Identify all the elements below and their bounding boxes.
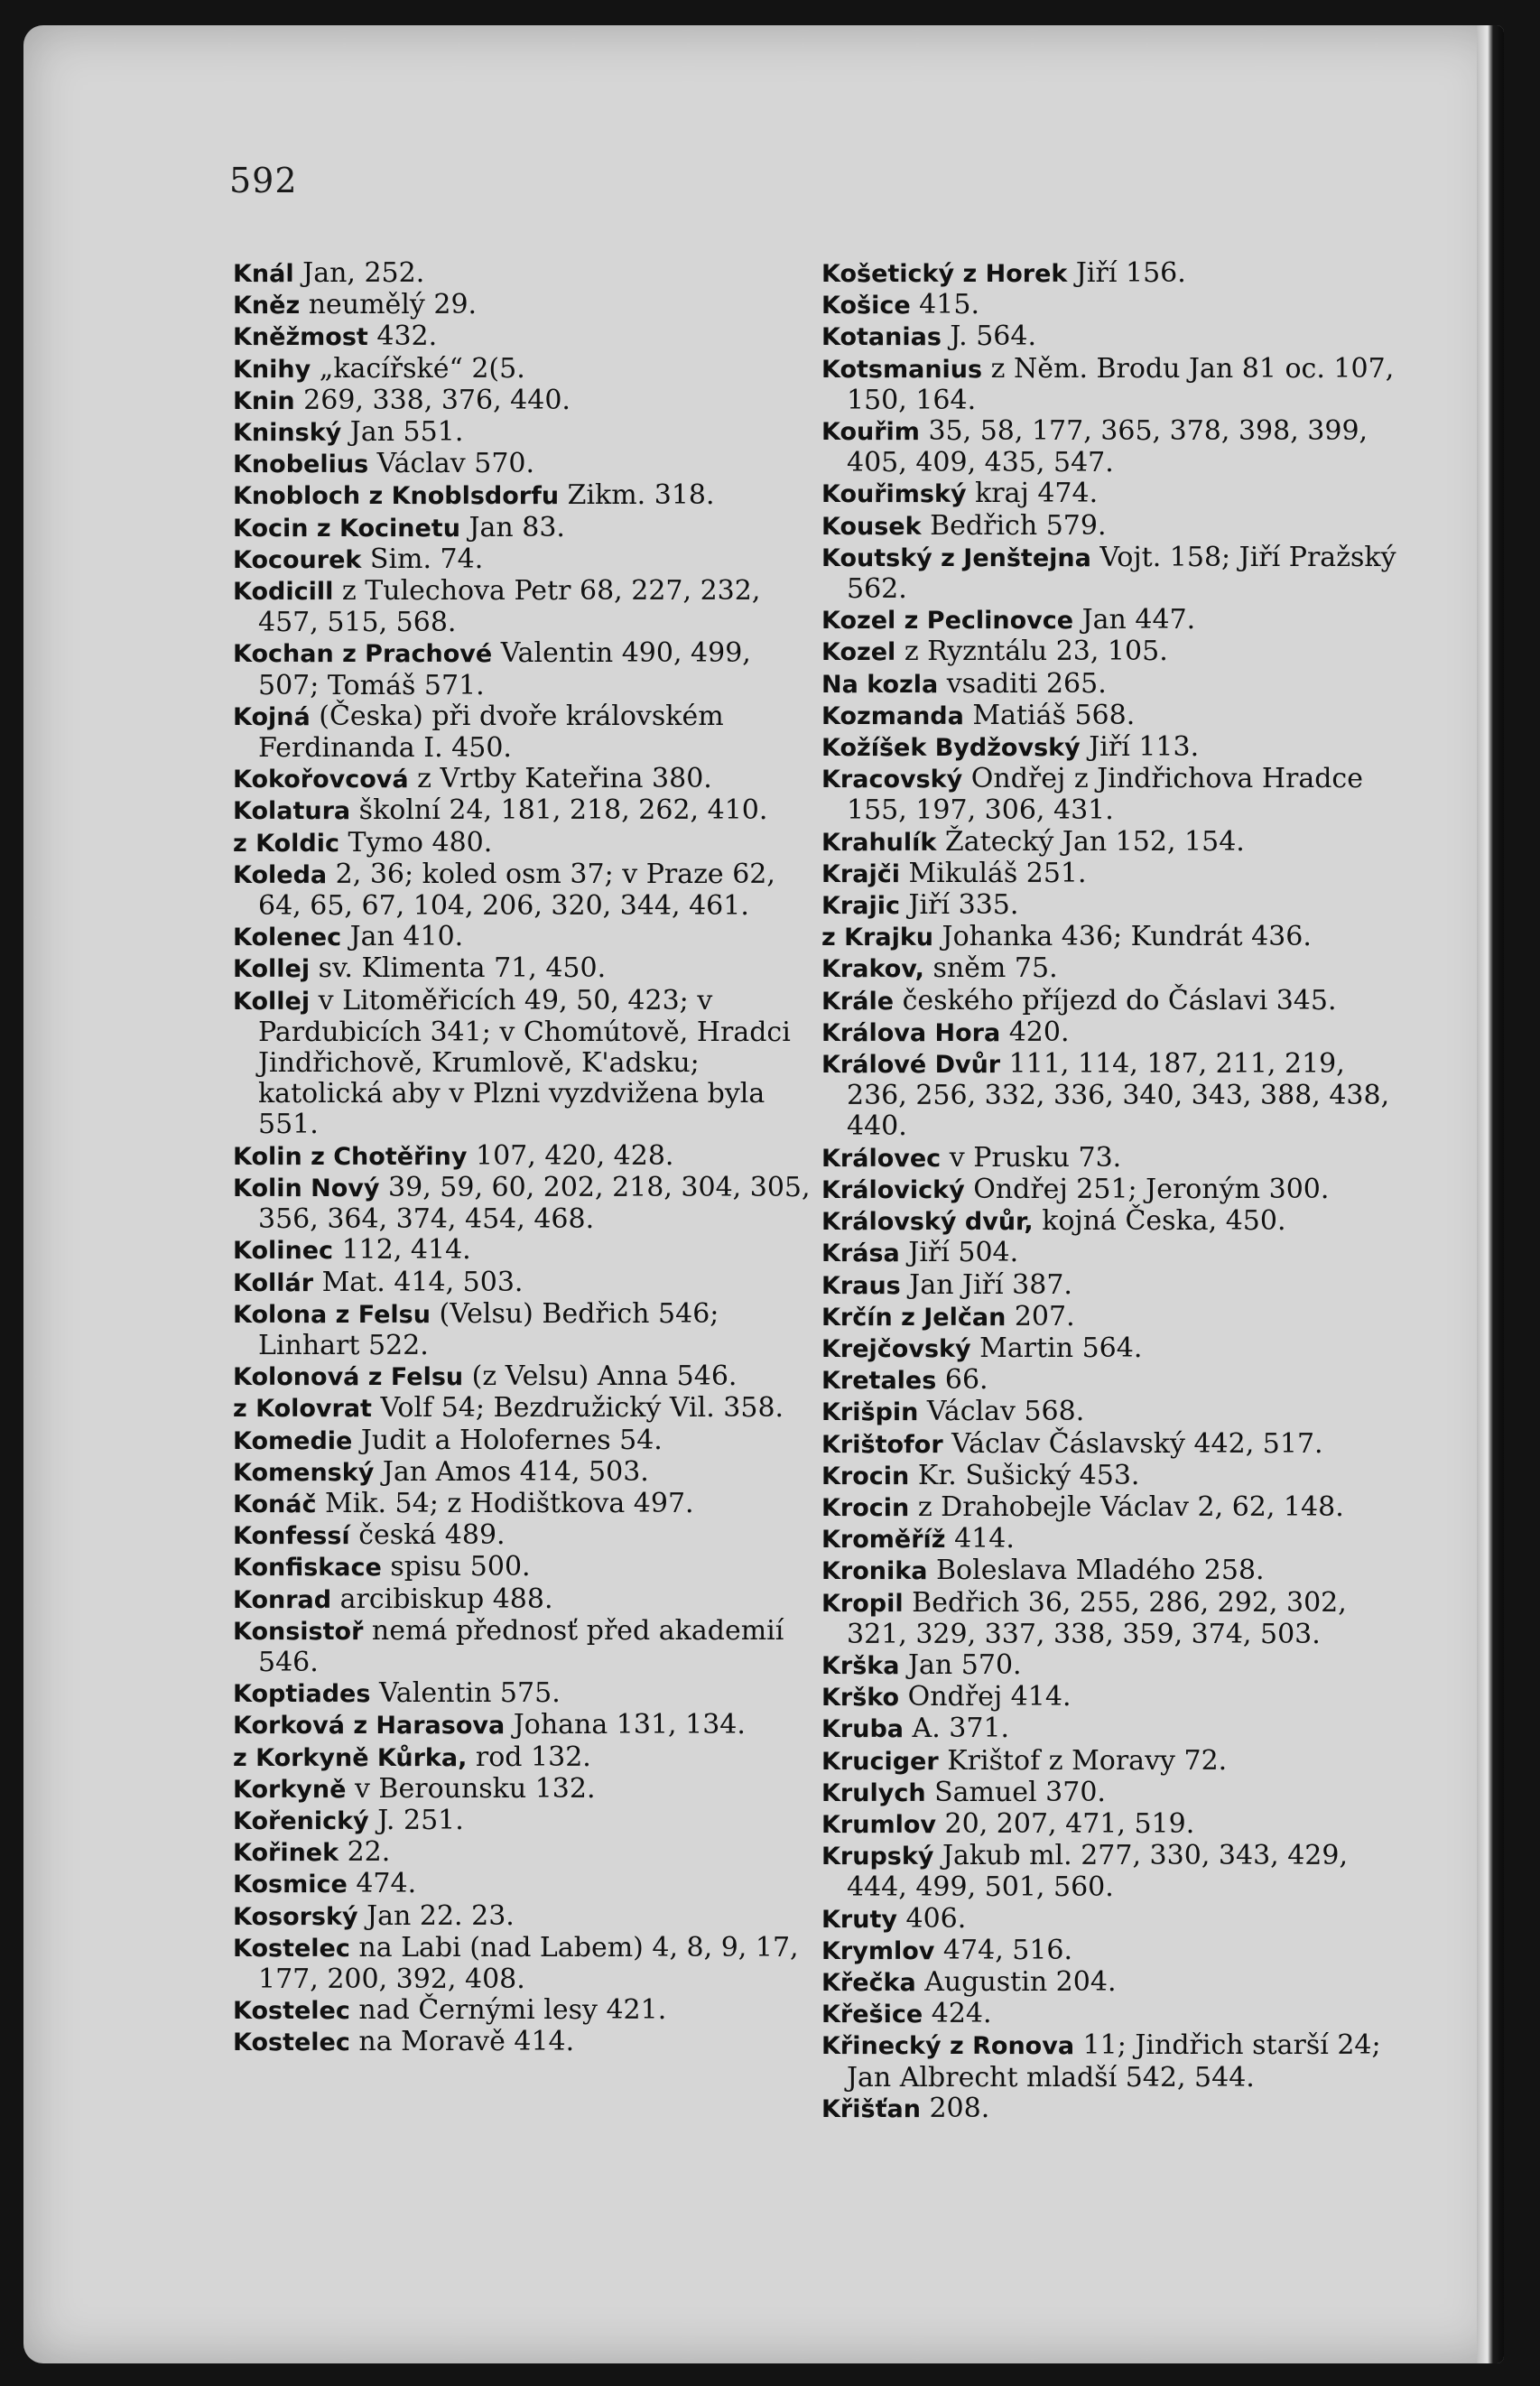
index-references: kojná Česka, 450. [1033,1205,1286,1238]
index-entry [233,1299,811,1361]
index-references: v Berounsku 132. [346,1772,596,1805]
index-entry [821,1492,1408,1524]
index-entry [233,1141,811,1173]
index-references: Jiří 156. [1067,257,1186,289]
index-references: Martin 564. [970,1332,1143,1364]
index-headword: Kochan z Prachové [233,640,493,669]
index-entry [821,1143,1408,1174]
index-headword: Krymlov [821,1936,935,1965]
index-headword: Knihy [233,355,311,384]
index-references: z Něm. Brodu Jan 81 oc. 107, 150, 164. [847,352,1395,416]
index-references: 424. [923,1998,992,2030]
index-headword: Krocin [821,1493,910,1522]
index-entry [233,1774,811,1806]
index-references: v Litoměřicích 49, 50, 423; v Pardubicích 341; v Chomútově, Hradci Jindřichově, Krumlově, K'adsku; katolická aby v Plzni vyzdvižena byla 551. [258,984,791,1141]
index-headword: Korkyně [233,1775,347,1804]
index-entry [821,1270,1408,1302]
index-references: česká 489. [349,1519,506,1552]
index-headword: Krále [821,987,895,1016]
index-references: Johana 131, 134. [505,1709,746,1741]
index-references: Tymo 480. [339,826,493,859]
index-references: Matiáš 568. [963,699,1136,731]
index-headword: Krška [821,1651,900,1680]
index-entry [233,1869,811,1900]
index-entry [233,1552,811,1583]
index-references: Jan, 252. [293,257,425,289]
index-headword: Krajic [821,892,900,921]
index-entry [233,321,811,353]
index-references: 208. [920,2092,990,2124]
index-headword: Kodicill [233,578,334,607]
index-headword: Křešice [821,2001,923,2029]
index-references: Jan 570. [899,1648,1022,1681]
index-headword: Kocourek [233,545,362,574]
index-references: 414. [945,1523,1015,1555]
index-headword: Kouřimský [821,480,967,509]
index-headword: Kotsmanius [821,355,983,384]
index-headword: z Korkyně Kůrka, [233,1743,468,1772]
index-references: Augustin 204. [915,1965,1117,1998]
index-references: A. 371. [904,1713,1010,1745]
index-references: Valentin 490, 499, 507; Tomáš 571. [258,637,751,701]
index-column-left [233,258,811,2059]
index-headword: Krakov, [821,955,924,984]
index-headword: Krumlov [821,1810,936,1839]
index-entry [233,1901,811,1933]
index-references: Kr. Sušický 453. [909,1459,1140,1491]
index-references: Sim. 74. [361,543,484,575]
index-column-right [821,258,1408,2125]
index-entry [821,1365,1408,1397]
index-references: nad Černými lesy 421. [349,1994,667,2027]
index-headword: Kozel [821,638,896,667]
index-headword: Kostelec [233,2029,350,2057]
index-entry [821,1682,1408,1713]
index-headword: Kotanias [821,323,942,352]
index-entry [821,1238,1408,1269]
index-entry [821,1999,1408,2030]
index-references: Jakub ml. 277, 330, 343, 429, 444, 499, 501, 560. [847,1840,1349,1904]
index-references: 474. [347,1868,417,1900]
index-references: Bedřich 579. [921,509,1107,542]
index-headword: Kosorský [233,1902,358,1931]
index-headword: Košetický z Horek [821,260,1068,288]
index-headword: Krulych [821,1778,926,1807]
index-headword: Kolenec [233,924,342,952]
index-headword: Kolatura [233,797,351,826]
index-headword: Kořinek [233,1839,339,1868]
index-references: (Velsu) Bedřich 546; Linhart 522. [258,1297,719,1361]
index-references: Jiří 113. [1080,731,1200,764]
index-references: 2, 36; koled osm 37; v Praze 62, 64, 65, 67, 104, 206, 320, 344, 461. [258,858,775,923]
index-references: Krištof z Moravy 72. [938,1744,1228,1777]
index-entry [233,513,811,544]
page-edge [1477,25,1504,2363]
index-entry [821,1333,1408,1365]
index-references: Ondřej 414. [899,1681,1072,1713]
index-references: J. 251. [368,1804,464,1836]
index-entry [821,1461,1408,1492]
index-headword: Krocin [821,1462,910,1490]
index-entry [233,638,811,701]
index-headword: Krišpin [821,1398,919,1427]
index-references: Mikuláš 251. [899,857,1087,889]
index-headword: Konrad [233,1585,332,1614]
index-entry [233,544,811,576]
index-headword: Košice [821,292,911,320]
index-headword: Královec [821,1144,942,1173]
index-references: 406. [896,1902,967,1935]
index-entry [233,1995,811,2027]
index-headword: Krahulík [821,828,937,857]
index-headword: Komedie [233,1426,353,1455]
index-headword: z Kolovrat [233,1395,372,1424]
index-headword: Konfessí [233,1522,350,1551]
index-entry [821,669,1408,701]
index-references: Judit a Holofernes 54. [352,1424,663,1456]
index-entry [233,385,811,417]
index-entry [821,605,1408,636]
index-entry [233,1173,811,1235]
index-references: Zikm. 318. [559,479,715,512]
index-entry [233,764,811,795]
index-entry [821,1588,1408,1650]
index-references: Jiří 335. [899,889,1019,922]
index-entry [233,795,811,827]
index-references: 111, 114, 187, 211, 219, 236, 256, 332, 336, 340, 343, 388, 438, 440. [847,1048,1390,1143]
index-entry [233,576,811,638]
index-entry [233,701,811,764]
index-entry [821,1650,1408,1682]
index-entry [821,1174,1408,1206]
index-headword: Kouřim [821,418,920,447]
index-entry [821,258,1408,290]
index-headword: Kolinec [233,1237,334,1266]
index-references: Johanka 436; Kundrát 436. [933,921,1312,953]
index-references: sv. Klimenta 71, 450. [310,952,607,985]
index-references: z Drahobejle Václav 2, 62, 148. [909,1490,1344,1523]
index-headword: Kolin Nový [233,1174,380,1202]
index-headword: Kroměříž [821,1526,946,1555]
index-references: Jan 22. 23. [357,1899,515,1932]
index-references: Mik. 54; z Hodištkova 497. [316,1487,694,1519]
index-references: na Labi (nad Labem) 4, 8, 9, 17, 177, 200, 392, 408. [258,1931,799,1995]
index-headword: Knál [233,260,294,288]
index-entry [233,1584,811,1616]
index-entry [821,1555,1408,1587]
index-headword: Kožíšek Bydžovský [821,734,1081,763]
index-headword: Kninský [233,419,342,448]
index-entry [821,701,1408,732]
index-references: 207. [1006,1300,1075,1332]
index-references: Volf 54; Bezdružický Vil. 358. [371,1392,784,1425]
index-entry [821,290,1408,321]
index-entry [821,1713,1408,1745]
index-references: kraj 474. [966,478,1099,510]
index-entry [821,1206,1408,1238]
index-headword: Kruty [821,1905,897,1934]
index-references: „kacířské“ 2(5. [311,352,525,385]
index-headword: Knin [233,386,295,415]
index-references: 39, 59, 60, 202, 218, 304, 305, 356, 364, 374, 454, 468. [258,1171,811,1236]
index-entry [821,1841,1408,1903]
index-headword: Kosmice [233,1871,348,1899]
index-entry [821,636,1408,668]
index-entry [233,290,811,321]
index-headword: Konfiskace [233,1554,382,1583]
index-entry [233,953,811,985]
index-headword: Kořenický [233,1806,369,1835]
index-entry [233,828,811,859]
index-entry [821,354,1408,416]
index-entry [821,922,1408,953]
index-headword: Koptiades [233,1680,371,1709]
index-entry [233,1678,811,1710]
index-references: (z Velsu) Anna 546. [463,1360,738,1393]
index-headword: Krajči [821,859,900,888]
index-entry [233,1710,811,1741]
index-references: 22. [339,1836,391,1869]
index-entry [233,354,811,385]
index-headword: Kousek [821,512,922,541]
index-references: Boleslava Mladého 258. [927,1555,1265,1587]
index-headword: Kostelec [233,1934,350,1963]
index-entry [821,764,1408,826]
index-entry [233,1616,811,1678]
index-references: 474, 516. [934,1934,1073,1966]
index-references: 11; Jindřich starší 24; Jan Albrecht mladší 542, 544. [847,2029,1381,2094]
index-references: českého příjezd do Čáslavi 345. [894,984,1337,1017]
index-entry [821,1429,1408,1461]
index-headword: Kolin z Chotěřiny [233,1142,468,1171]
index-references: na Moravě 414. [349,2026,575,2058]
index-headword: Kojná [233,702,311,731]
index-entry [821,986,1408,1017]
index-references: J. 564. [941,320,1036,353]
index-entry [821,1397,1408,1428]
index-references: rod 132. [467,1741,591,1773]
index-headword: Konáč [233,1490,317,1518]
index-entry [821,1049,1408,1143]
index-entry [233,922,811,953]
index-references: 66. [936,1364,988,1397]
index-headword: Kněz [233,292,301,320]
index-references: z Tulechova Petr 68, 227, 232, 457, 515, 568. [258,575,761,639]
index-entry [821,827,1408,859]
index-headword: Kocin z Kocinetu [233,514,460,543]
index-entry [233,2027,811,2058]
index-headword: z Koldic [233,829,339,858]
index-headword: Kozmanda [821,701,964,730]
index-headword: Kropil [821,1589,904,1618]
index-headword: Křinecký z Ronova [821,2032,1075,2061]
index-entry [233,1267,811,1299]
index-headword: Krupský [821,1843,934,1871]
index-references: 107, 420, 428. [467,1139,674,1172]
index-references: 35, 58, 177, 365, 378, 398, 399, 405, 409, 435, 547. [847,415,1368,479]
index-references: Jan 410. [341,921,464,953]
index-references: (Česka) při dvoře královském Ferdinanda I. 450. [258,700,724,765]
index-references: arcibiskup 488. [331,1583,553,1615]
index-references: Bedřich 36, 255, 286, 292, 302, 321, 329, 337, 338, 359, 374, 503. [847,1586,1347,1650]
index-references: 415. [910,289,979,321]
index-entry [233,1457,811,1489]
index-headword: Koleda [233,860,328,889]
index-entry [233,1806,811,1837]
index-headword: Kněžmost [233,323,368,352]
index-entry [233,1742,811,1774]
index-headword: Komenský [233,1458,375,1487]
index-entry [233,1520,811,1552]
index-references: Jiří 504. [899,1237,1019,1269]
index-entry [233,1837,811,1869]
index-entry [821,1017,1408,1049]
index-references: spisu 500. [381,1551,531,1583]
index-headword: Kokořovcová [233,766,409,794]
index-headword: Kracovský [821,766,963,794]
index-references: 432. [367,320,438,353]
index-headword: Kozel z Peclinovce [821,607,1074,636]
index-entry [821,953,1408,985]
index-headword: Knobelius [233,450,369,479]
index-entry [233,1933,811,1995]
index-entry [821,511,1408,543]
index-entry [821,732,1408,764]
index-references: z Vrtby Kateřina 380. [408,763,712,795]
index-headword: Krško [821,1684,900,1713]
index-references: nemá přednosť před akademií 546. [258,1614,784,1678]
index-headword: Krčín z Jelčan [821,1303,1007,1332]
index-entry [821,416,1408,478]
page-number: 592 [229,161,298,200]
index-headword: Křečka [821,1968,916,1997]
index-entry [233,1361,811,1393]
index-references: Valentin 575. [370,1677,561,1710]
index-entry [233,1235,811,1267]
index-headword: Kretales [821,1367,937,1396]
index-entry [821,1524,1408,1555]
index-entry [821,478,1408,510]
index-entry [233,986,811,1141]
index-entry [233,1489,811,1520]
index-entry [233,258,811,290]
index-references: Jan Amos 414, 503. [374,1455,649,1488]
index-entry [821,1778,1408,1809]
index-references: Ondřej 251; Jeroným 300. [964,1173,1330,1205]
index-headword: Králové Dvůr [821,1051,1001,1080]
index-references: Jan 447. [1073,604,1196,636]
index-headword: Kostelec [233,1997,350,2026]
index-references: 112, 414. [333,1234,471,1267]
index-headword: Krejčovský [821,1334,971,1363]
index-references: Václav 568. [918,1396,1085,1428]
index-entry [233,859,811,922]
index-headword: Králova Hora [821,1018,1001,1047]
index-entry [233,1425,811,1457]
index-entry [233,1393,811,1425]
index-references: Samuel 370. [925,1776,1106,1808]
index-headword: Kollej [233,987,311,1016]
index-references: Žatecký Jan 152, 154. [936,825,1245,858]
index-headword: Konsistoř [233,1617,364,1646]
index-headword: Kollej [233,955,311,984]
index-headword: Knobloch z Knoblsdorfu [233,482,560,511]
index-headword: Křišťan [821,2094,921,2123]
index-entry [821,859,1408,890]
index-references: Ondřej z Jindřichova Hradce 155, 197, 306, 431. [847,763,1363,827]
index-references: Vojt. 158; Jiří Pražský 562. [847,541,1396,606]
index-headword: Kronika [821,1557,928,1586]
index-headword: Kruciger [821,1747,939,1776]
index-headword: Krištofor [821,1430,943,1459]
book-page [23,25,1504,2363]
index-headword: z Krajku [821,924,934,952]
index-entry [821,1967,1408,1999]
index-references: sněm 75. [923,952,1058,985]
index-entry [821,1746,1408,1778]
index-headword: Královský dvůr, [821,1208,1034,1237]
index-references: školní 24, 181, 218, 262, 410. [350,794,768,827]
index-headword: Kolonová z Felsu [233,1363,464,1392]
index-entry [821,890,1408,922]
index-references: Václav 570. [368,448,535,480]
index-entry [821,1809,1408,1841]
index-references: vsaditi 265. [938,667,1107,700]
index-references: Václav Čáslavský 442, 517. [942,1427,1323,1460]
index-entry [233,417,811,449]
index-references: Jan 551. [341,416,464,449]
index-headword: Na kozla [821,670,939,699]
index-entry [821,321,1408,353]
index-headword: Kraus [821,1271,901,1300]
index-references: 269, 338, 376, 440. [294,384,571,416]
index-headword: Kollár [233,1268,314,1297]
index-entry [233,480,811,512]
index-references: 420. [1000,1016,1070,1048]
index-references: v Prusku 73. [941,1141,1122,1174]
index-headword: Královický [821,1175,965,1204]
index-references: neumělý 29. [300,289,478,321]
index-headword: Korková z Harasova [233,1712,506,1741]
index-entry [821,543,1408,605]
index-entry [233,449,811,480]
index-headword: Kolona z Felsu [233,1300,431,1329]
index-headword: Koutský z Jenštejna [821,543,1091,572]
index-entry [821,1904,1408,1936]
index-entry [821,1302,1408,1333]
index-references: z Ryzntálu 23, 105. [895,636,1168,668]
index-headword: Krása [821,1239,900,1268]
index-entry [821,2094,1408,2125]
index-references: Jan Jiří 387. [900,1268,1072,1301]
index-entry [821,1936,1408,1967]
index-entry [821,2030,1408,2093]
index-references: 20, 207, 471, 519. [936,1807,1195,1840]
index-headword: Kruba [821,1715,905,1744]
index-references: Mat. 414, 503. [313,1266,524,1298]
index-references: Jan 83. [459,511,565,543]
